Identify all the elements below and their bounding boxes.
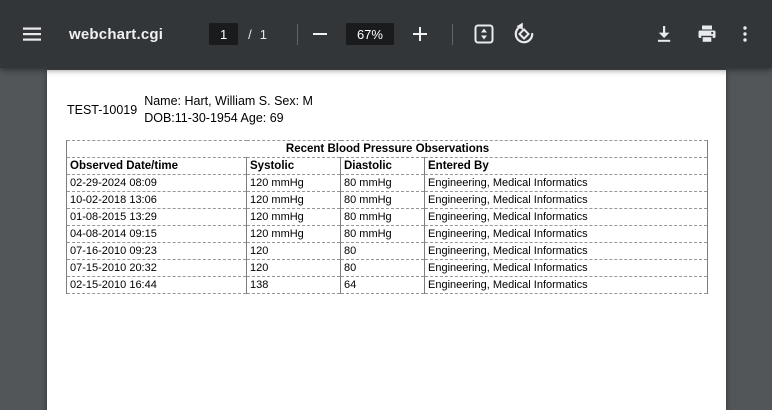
table-header-row — [67, 158, 708, 175]
toolbar-separator — [452, 24, 453, 45]
table-cell: 80 mmHg — [341, 192, 425, 209]
column-header: Observed Date/time — [67, 158, 247, 175]
pdf-content-area[interactable] — [0, 68, 772, 410]
table-cell: Engineering, Medical Informatics — [425, 260, 708, 277]
zoom-level: 67% — [346, 23, 394, 45]
table-cell: 80 — [341, 243, 425, 260]
page-separator: / — [248, 26, 252, 42]
table-cell: Engineering, Medical Informatics — [425, 226, 708, 243]
table-cell: 120 mmHg — [247, 175, 341, 192]
table-cell: 02-29-2024 08:09 — [67, 175, 247, 192]
table-cell: 80 — [341, 260, 425, 277]
table-cell: 120 mmHg — [247, 192, 341, 209]
table-cell: Engineering, Medical Informatics — [425, 209, 708, 226]
table-cell: 02-15-2010 16:44 — [67, 277, 247, 294]
table-cell: 80 mmHg — [341, 175, 425, 192]
table-cell: Engineering, Medical Informatics — [425, 243, 708, 260]
patient-id: TEST-10019 — [67, 103, 138, 117]
column-header: Entered By — [425, 158, 708, 175]
more-vertical-icon — [736, 25, 754, 43]
table-title-row — [67, 141, 708, 158]
table-title: Recent Blood Pressure Observations — [67, 141, 708, 158]
table-row — [67, 260, 708, 277]
table-row — [67, 209, 708, 226]
table-cell: 01-08-2015 13:29 — [67, 209, 247, 226]
page-controls — [209, 23, 267, 45]
table-cell: 120 mmHg — [247, 209, 341, 226]
more-options-button[interactable] — [730, 14, 760, 54]
pdf-page — [47, 70, 726, 410]
table-cell: Engineering, Medical Informatics — [425, 277, 708, 294]
table-cell: 07-15-2010 20:32 — [67, 260, 247, 277]
fit-page-icon — [473, 23, 495, 45]
table-cell: 120 mmHg — [247, 226, 341, 243]
download-icon — [654, 24, 674, 44]
column-header: Diastolic — [341, 158, 425, 175]
page-number-input[interactable] — [209, 23, 238, 45]
download-button[interactable] — [644, 14, 684, 54]
table-cell: 80 mmHg — [341, 209, 425, 226]
table-row — [67, 175, 708, 192]
table-cell: Engineering, Medical Informatics — [425, 175, 708, 192]
zoom-out-icon — [312, 26, 328, 42]
patient-info — [144, 93, 313, 127]
fit-page-button[interactable] — [465, 14, 503, 54]
print-icon — [697, 24, 717, 44]
table-row — [67, 226, 708, 243]
table-row — [67, 243, 708, 260]
pdf-toolbar — [0, 0, 772, 68]
zoom-in-icon — [412, 26, 428, 42]
menu-icon — [22, 24, 42, 44]
bp-observations-table — [66, 140, 708, 294]
toolbar-actions — [644, 14, 760, 54]
table-cell: Engineering, Medical Informatics — [425, 192, 708, 209]
column-header: Systolic — [247, 158, 341, 175]
zoom-in-button[interactable] — [404, 14, 436, 54]
menu-button[interactable] — [12, 14, 52, 54]
table-row — [67, 192, 708, 209]
table-cell: 07-16-2010 09:23 — [67, 243, 247, 260]
table-row — [67, 277, 708, 294]
document-title: webchart.cgi — [69, 25, 164, 43]
table-cell: 138 — [247, 277, 341, 294]
zoom-out-button[interactable] — [304, 14, 336, 54]
patient-header — [47, 70, 726, 127]
patient-dob-line: DOB:11-30-1954 Age: 69 — [144, 111, 284, 125]
rotate-button[interactable] — [505, 14, 543, 54]
table-cell: 120 — [247, 243, 341, 260]
rotate-counterclockwise-icon — [512, 22, 536, 46]
table-cell: 80 mmHg — [341, 226, 425, 243]
page-count: 1 — [259, 26, 267, 42]
patient-name-line: Name: Hart, William S. Sex: M — [144, 94, 313, 108]
table-cell: 120 — [247, 260, 341, 277]
print-button[interactable] — [687, 14, 727, 54]
table-cell: 10-02-2018 13:06 — [67, 192, 247, 209]
toolbar-separator — [297, 24, 298, 45]
table-cell: 04-08-2014 09:15 — [67, 226, 247, 243]
table-cell: 64 — [341, 277, 425, 294]
